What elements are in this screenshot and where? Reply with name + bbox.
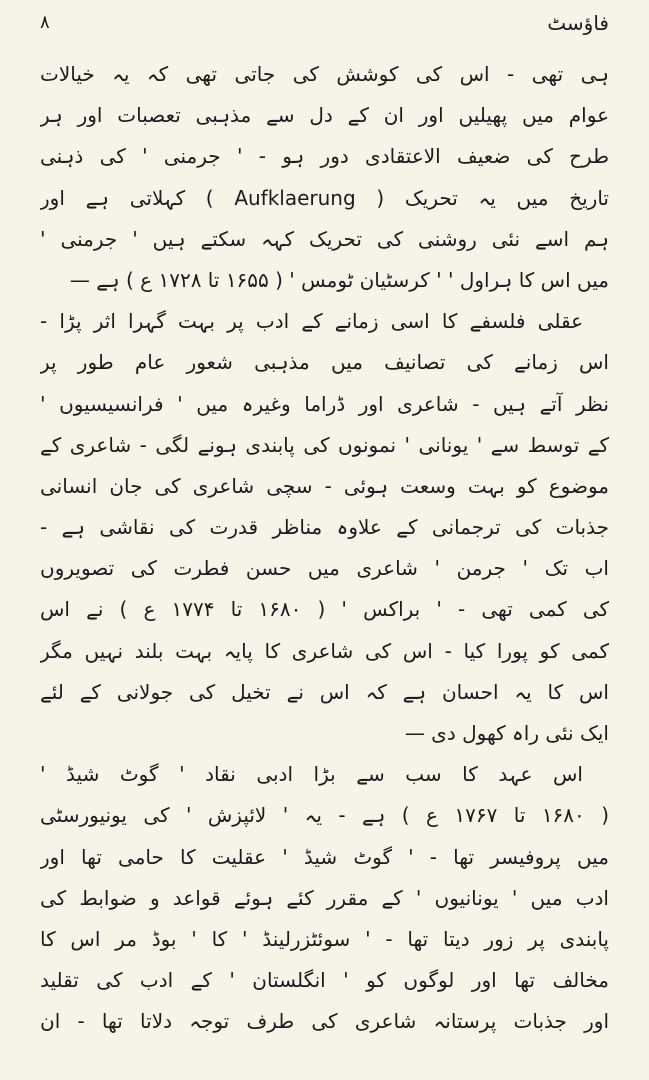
text-line: کے توسط سے ' یونانی ' نمونوں کی پابندی ہونے لگی - شاعری کے [40, 432, 609, 457]
text-line: ہی تھی - اس کی کوشش کی جاتی تھی کہ یہ خیالات [40, 62, 609, 86]
text-line: ادب میں ' یونانیوں ' کے مقرر کئے ہوئے قواعد و ضوابط کی [40, 885, 609, 910]
text-line: اب تک ' جرمن ' شاعری میں حسن فطرت کی تصویروں [40, 556, 609, 581]
page-number: ۸ [40, 12, 50, 33]
text-line: میں اس کا ہراول ' ' کرسٹیان ٹومس ' ( ۱۶۵۵ تا ۱۷۲۸ ع ) ہے — [69, 267, 609, 292]
body-text [40, 54, 609, 1043]
text-line: مخالف تھا اور لوگوں کو ' انگلستان ' کے ادب کی تقلید [40, 968, 609, 993]
text-line: نظر آتے ہیں - شاعری اور ڈراما وغیرہ میں ' فرانسیسیوں ' [40, 391, 609, 416]
text-line: ہم اسے نئی روشنی کی تحریک کہہ سکتے ہیں ' جرمنی ' [40, 226, 609, 251]
text-line: ( ۱۶۸۰ تا ۱۷۶۷ ع ) ہے - یہ ' لائپزش ' کی یونیورسٹی [40, 803, 609, 828]
text-line: موضوع کو بہت وسعت ہوئی - سچی شاعری کی جان انسانی [40, 473, 609, 498]
text-line: عقلی فلسفے کا اسی زمانے کے ادب پر بہت گہرا اثر پڑا - [40, 309, 583, 334]
text-line: تاریخ میں یہ تحریک ( Aufklaerung ) کہلاتی ہے اور [40, 185, 609, 210]
text-line: اس کا یہ احسان ہے کہ اس نے تخیل کی جولانی کے لئے [40, 679, 609, 704]
page-header [40, 8, 609, 48]
text-line: کمی کو پورا کیا - اس کی شاعری کا پایہ بہت بلند نہیں مگر [40, 638, 609, 663]
text-line: اس عہد کا سب سے بڑا ادبی نقاد ' گوٹ شیڈ ' [40, 762, 583, 787]
text-line: عوام میں پھیلیں اور ان کے دل سے مذہبی تعصبات اور ہر [40, 103, 609, 128]
text-line: جذبات کی ترجمانی کے علاوہ مناظر قدرت کی نقاشی ہے - [40, 515, 609, 540]
text-line: میں پروفیسر تھا - ' گوٹ شیڈ ' عقلیت کا حامی تھا اور [40, 844, 609, 869]
running-title: فاؤسٹ [547, 11, 609, 35]
text-line: اور جذبات پرستانہ شاعری کی طرف توجہ دلاتا تھا - ان [40, 1009, 609, 1034]
text-line: ایک نئی راہ کھول دی — [404, 721, 609, 745]
text-line: پابندی پر زور دیتا تھا - ' سوئٹزرلینڈ ' کا ' بوڈ مر اس کا [40, 926, 609, 951]
text-line: طرح کی ضعیف الاعتقادی دور ہو - ' جرمنی ' کی ذہنی [40, 144, 609, 169]
text-line: کی کمی تھی - ' براکس ' ( ۱۶۸۰ تا ۱۷۷۴ ع ) نے اس [40, 597, 609, 622]
text-line: اس زمانے کی تصانیف میں مذہبی شعور عام طور پر [40, 350, 609, 375]
